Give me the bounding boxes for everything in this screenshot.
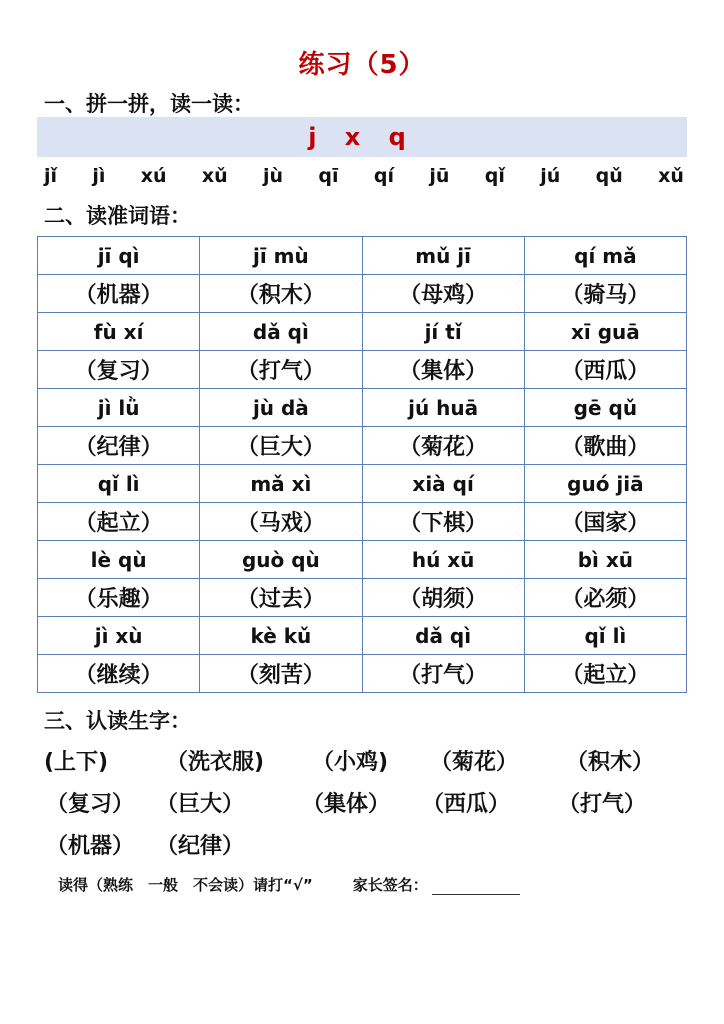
table-row-hanzi <box>38 275 687 313</box>
hanzi-cell: （起立） <box>38 503 200 541</box>
hanzi-cell: （菊花） <box>362 427 524 465</box>
syllable: jū <box>429 165 450 187</box>
table-row-hanzi <box>38 427 687 465</box>
hanzi-cell: （集体） <box>362 351 524 389</box>
pinyin-cell: dǎ qì <box>362 617 524 655</box>
character-group: (上下) <box>44 750 109 775</box>
hanzi-cell: （必须） <box>524 579 686 617</box>
pinyin-cell: jú huā <box>362 389 524 427</box>
hanzi-cell: （继续） <box>38 655 200 693</box>
pinyin-cell: qí mǎ <box>524 237 686 275</box>
pinyin-cell: xī guā <box>524 313 686 351</box>
table-row-hanzi <box>38 655 687 693</box>
syllable: qí <box>373 165 395 187</box>
syllable: xǔ <box>201 165 228 187</box>
character-line-1 <box>44 745 686 776</box>
pinyin-cell: dǎ qì <box>200 313 362 351</box>
hanzi-cell: （马戏） <box>200 503 362 541</box>
hanzi-cell: （下棋） <box>362 503 524 541</box>
syllable-list <box>44 165 684 187</box>
pinyin-cell: jì lǜ <box>38 389 200 427</box>
hanzi-cell: （骑马） <box>524 275 686 313</box>
table-row-hanzi <box>38 503 687 541</box>
section2-heading: 二、读准词语： <box>44 204 191 228</box>
character-line-3 <box>46 829 302 860</box>
consonant-banner: j x q <box>37 117 687 157</box>
syllable: jì <box>92 165 106 187</box>
syllable: jù <box>263 165 284 187</box>
pinyin-cell: gē qǔ <box>524 389 686 427</box>
character-group: （洗衣服) <box>166 750 265 775</box>
pinyin-cell: qǐ lì <box>38 465 200 503</box>
syllable: qī <box>318 165 339 187</box>
pinyin-cell: qǐ lì <box>524 617 686 655</box>
pinyin-cell: lè qù <box>38 541 200 579</box>
section1-heading: 一、拼一拼，读一读： <box>44 92 254 116</box>
parent-signature-label: 家长签名： <box>352 876 428 894</box>
character-group: （菊花） <box>430 750 519 775</box>
pinyin-cell: mǎ xì <box>200 465 362 503</box>
hanzi-cell: （纪律） <box>38 427 200 465</box>
syllable: jú <box>540 165 561 187</box>
hanzi-cell: （母鸡） <box>362 275 524 313</box>
pinyin-cell: xià qí <box>362 465 524 503</box>
table-row-pinyin <box>38 617 687 655</box>
hanzi-cell: （过去） <box>200 579 362 617</box>
character-group: （积木） <box>566 750 655 775</box>
pinyin-cell: fù xí <box>38 313 200 351</box>
pinyin-cell: hú xū <box>362 541 524 579</box>
footer <box>58 874 520 895</box>
table-row-hanzi <box>38 351 687 389</box>
syllable: xǔ <box>658 165 684 187</box>
pinyin-cell: guó jiā <box>524 465 686 503</box>
hanzi-cell: （西瓜） <box>524 351 686 389</box>
hanzi-cell: （胡须） <box>362 579 524 617</box>
pinyin-cell: jī mù <box>200 237 362 275</box>
table-row-hanzi <box>38 579 687 617</box>
hanzi-cell: （积木） <box>200 275 362 313</box>
pinyin-cell: mǔ jī <box>362 237 524 275</box>
character-group: （纪律） <box>156 834 245 859</box>
reading-level-note: 读得（熟练 一般 不会读）请打“√” <box>58 876 313 894</box>
page-title: 练习（5） <box>298 50 426 80</box>
character-group: （复习） <box>46 792 135 817</box>
syllable: xú <box>140 165 167 187</box>
hanzi-cell: （打气） <box>362 655 524 693</box>
table-row-pinyin <box>38 389 687 427</box>
pinyin-cell: jí tǐ <box>362 313 524 351</box>
table-row-pinyin <box>38 465 687 503</box>
pinyin-cell: bì xū <box>524 541 686 579</box>
character-line-2 <box>46 787 678 818</box>
table-row-pinyin <box>38 237 687 275</box>
hanzi-cell: （国家） <box>524 503 686 541</box>
table-row-pinyin <box>38 541 687 579</box>
pinyin-cell: guò qù <box>200 541 362 579</box>
table-row-pinyin <box>38 313 687 351</box>
pinyin-cell: jī qì <box>38 237 200 275</box>
character-group: （打气） <box>558 792 647 817</box>
character-group: （小鸡) <box>312 750 389 775</box>
character-group: （集体） <box>302 792 391 817</box>
hanzi-cell: （机器） <box>38 275 200 313</box>
hanzi-cell: （起立） <box>524 655 686 693</box>
hanzi-cell: （复习） <box>38 351 200 389</box>
syllable: qǐ <box>484 165 505 187</box>
hanzi-cell: （歌曲） <box>524 427 686 465</box>
hanzi-cell: （乐趣） <box>38 579 200 617</box>
pinyin-cell: kè kǔ <box>200 617 362 655</box>
hanzi-cell: （刻苦） <box>200 655 362 693</box>
syllable: jǐ <box>44 165 58 187</box>
hanzi-cell: （打气） <box>200 351 362 389</box>
hanzi-cell: （巨大） <box>200 427 362 465</box>
syllable: qǔ <box>595 165 623 187</box>
parent-signature-field[interactable] <box>432 880 520 895</box>
section3-heading: 三、认读生字： <box>44 709 191 733</box>
character-group: （巨大） <box>156 792 245 817</box>
character-group: （机器） <box>46 834 135 859</box>
character-group: （西瓜） <box>422 792 511 817</box>
pinyin-cell: jì xù <box>38 617 200 655</box>
pinyin-cell: jù dà <box>200 389 362 427</box>
vocabulary-table <box>37 236 687 693</box>
